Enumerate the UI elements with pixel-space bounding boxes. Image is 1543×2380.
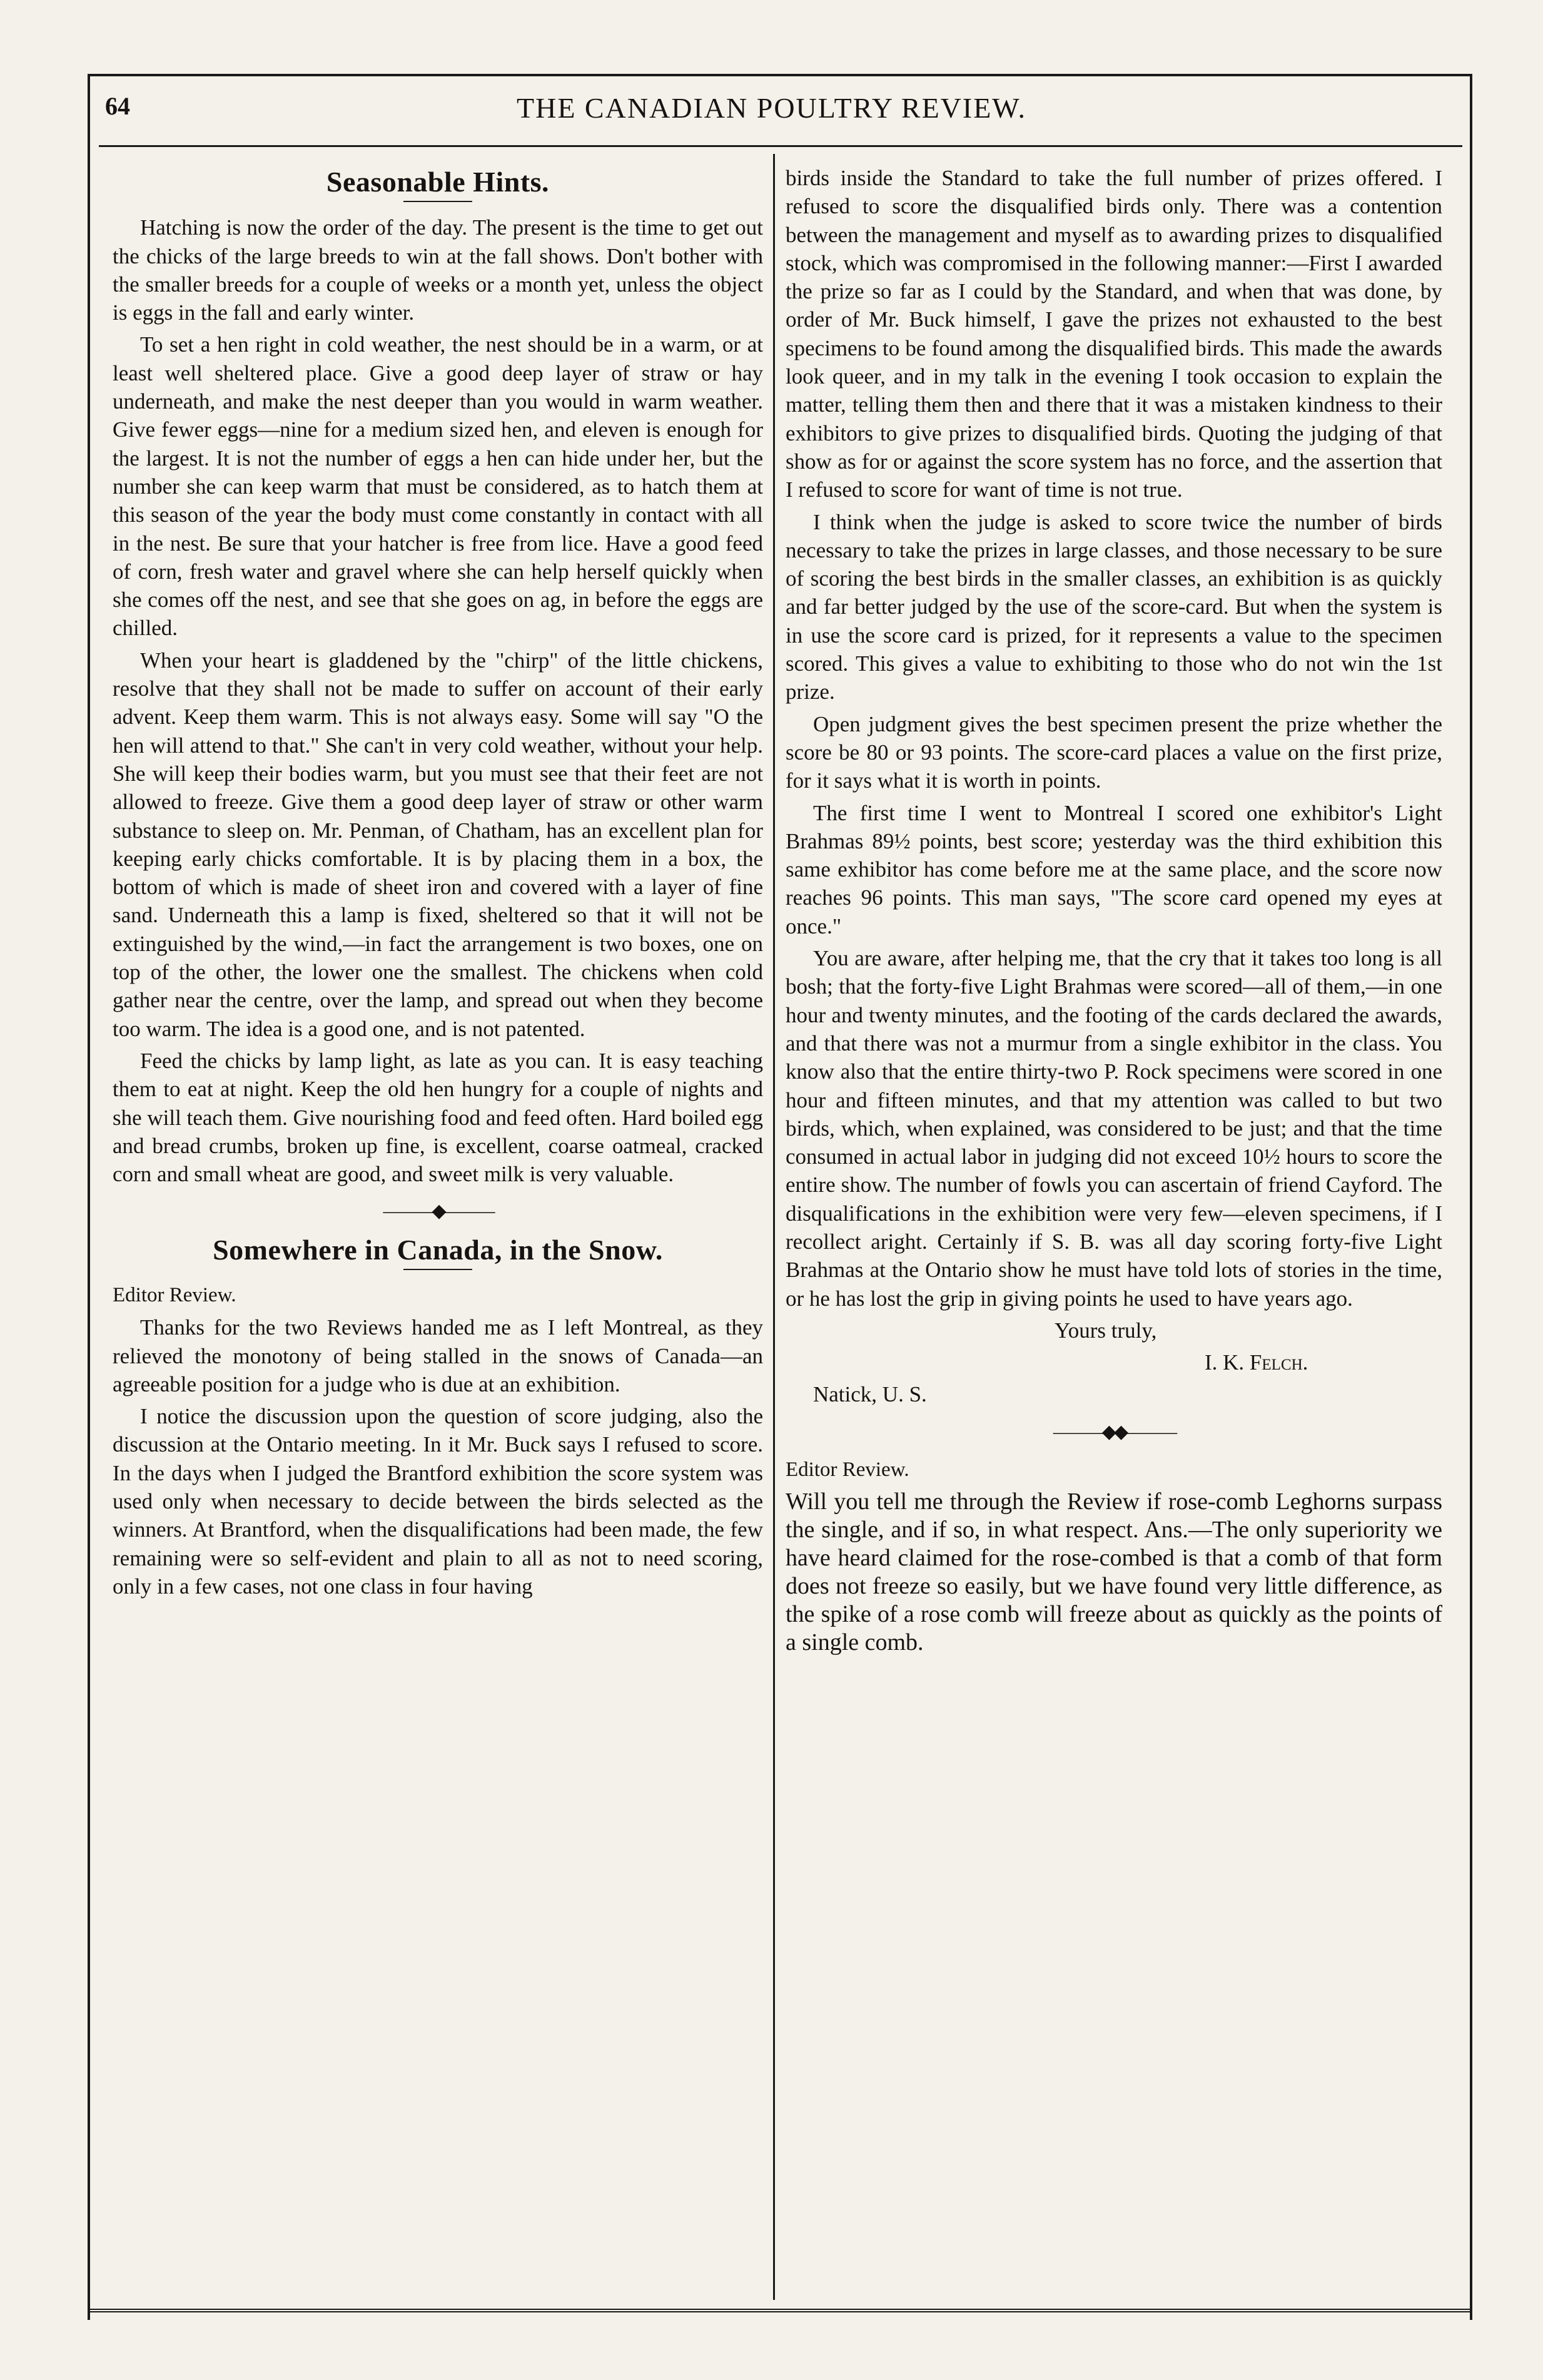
letter-paragraph: I think when the judge is asked to score twice the number of birds necessary to take the prizes in large classes, and those necessary to be sure of scoring the best birds in the smaller classes, an exhibition is as quickly and far better judged by the use of the score-card. But when the system is in use the score card is prized, for it represents a value to the specimen scored. This gives a value to exhibiting to those who do not win the 1st prize. xyxy=(786,509,1442,704)
query-text: Will you tell me through the Review if rose-comb Leghorns surpass the single, and if so, in what respect. Ans.—The only superiority we have heard claimed for the rose-combed is that a comb of that form does not freeze so easily, but we have found very little difference, as the spike of a rose comb will freeze about as quickly as the points of a single comb. xyxy=(786,1488,1442,1656)
article-title-somewhere-in-canada: Somewhere in Canada, in the Snow. xyxy=(213,1233,663,1266)
letter-paragraph-continued: birds inside the Standard to take the full number of prizes offered. I refused to score the disqualified birds only. There was a contention between the management and myself as to awarding prizes to disqualified stock, which was compromised in the following manner:—First I awarded the prize so far as I could by the Standard, and when that was done, by order of Mr. Buck himself, I gave the prizes not exhausted to the best specimens to be found among the disqualified birds. This made the awards look queer, and in my talk in the evening I took occasion to explain the matter, telling them then and there that it was a mistaken kindness to their exhibitors to give prizes to disqualified birds. Quoting the judging of that show as for or against the score system has no force, and the assertion that I refused to score for want of time is not true. xyxy=(786,166,1442,502)
letter-paragraph: You are aware, after helping me, that the cry that it takes too long is all bosh; that the forty-five Light Brahmas were scored—all of them,—in one hour and twenty minutes, and the footing of the cards declared the awards, and that there was not a murmur from a single exhibitor in the class. You know also that the entire thirty-two P. Rock specimens were scored in one hour and fifteen minutes, and that my attention was called to but two birds, which, when explained, was considered to be just; and that the time consumed in actual labor in judging did not exceed 10½ hours to score the entire show. The number of fowls you can ascertain of friend Cayford. The disqualifications in the exhibition were very few—eleven specimens, if I recollect aright. Certainly if S. B. was all day scoring forty-five Light Brahmas at the Ontario show he must have told lots of stories in the time, or he has lost the grip in giving points he used to have years ago. xyxy=(786,946,1442,1311)
article-title-seasonable-hints: Seasonable Hints. xyxy=(326,166,550,198)
article-paragraph: When your heart is gladdened by the "chirp" of the little chickens, resolve that they shall not be made to suffer on account of their early advent. Keep them warm. This is not always easy. Some will say "O the hen will attend to that." She can't in very cold weather, without your help. She will keep their bodies warm, but you must see that their feet are not allowed to freeze. Give them a good deep layer of straw or other warm substance to sleep on. Mr. Penman, of Chatham, has an excellent plan for keeping early chicks comfortable. It is by placing them in a box, the bottom of which is made of sheet iron and covered with a layer of fine sand. Underneath this a lamp is fixed, sheltered so that it will not be extinguished by the wind,—in fact the arrangement is two boxes, one on top of the other, the lower one the smallest. The chickens when cold gather near the centre, over the lamp, and spread out when they become too warm. The idea is a good one, and is not patented. xyxy=(113,648,763,1041)
page-border-right xyxy=(1470,74,1472,2320)
letter-paragraph: Thanks for the two Reviews handed me as I left Montreal, as they relieved the monotony of being stalled in the snows of Canada—an agreeable position for a judge who is due at an exhibition. xyxy=(113,1315,763,1396)
section-ornament: ―――◆――― xyxy=(383,1201,493,1222)
right-column xyxy=(786,164,1442,1657)
page-border-left xyxy=(88,74,90,2320)
letter-signature: I. K. Felch. xyxy=(1205,1350,1308,1375)
query-body xyxy=(786,1488,1442,1657)
letter-place: Natick, U. S. xyxy=(813,1382,927,1407)
page-border-bottom xyxy=(88,2309,1472,2312)
section-ornament: ―――◆◆――― xyxy=(1053,1421,1175,1442)
running-head: THE CANADIAN POULTRY REVIEW. xyxy=(517,92,1026,124)
letter-paragraph: I notice the discussion upon the question of score judging, also the discussion at the Ontario meeting. In it Mr. Buck says I refused to score. In the days when I judged the Brantford exhibition the score system was used only when necessary to decide between the birds selected as the winners. At Brantford, when the disqualifications had been made, the few remaining were so self-evident and plain to all as not to need scoring, only in a few cases, not one class in four having xyxy=(113,1404,763,1599)
article-paragraph: Hatching is now the order of the day. The present is the time to get out the chicks of the large breeds to win at the fall shows. Don't bother with the smaller breeds for a couple of weeks or a month yet, unless the object is eggs in the fall and early winter. xyxy=(113,215,763,325)
title-rule xyxy=(403,1269,472,1270)
column-divider xyxy=(773,154,775,2300)
letter-salutation: Editor Review. xyxy=(113,1283,236,1306)
title-rule xyxy=(403,201,472,202)
letter-paragraph: Open judgment gives the best specimen present the prize whether the score be 80 or 93 points. The score-card places a value on the first prize, for it says what it is worth in points. xyxy=(786,711,1442,793)
article-paragraph: Feed the chicks by lamp light, as late as you can. It is easy teaching them to eat at night. Keep the old hen hungry for a couple of nights and she will teach them. Give nourishing food and feed often. Hard boiled egg and bread crumbs, broken up fine, is excellent, coarse oatmeal, cracked corn and small wheat are good, and sweet milk is very valuable. xyxy=(113,1048,763,1187)
page-number: 64 xyxy=(105,92,130,120)
letter-closing: Yours truly, xyxy=(1055,1318,1157,1343)
letter-paragraph: The first time I went to Montreal I scored one exhibitor's Light Brahmas 89½ points, best score; yesterday was the third exhibition this same exhibitor has come before me at the same place, and the score now reaches 96 points. This man says, "The score card opened my eyes at once." xyxy=(786,800,1442,938)
page-border-top xyxy=(88,74,1470,76)
header-rule xyxy=(99,145,1462,147)
article-paragraph: To set a hen right in cold weather, the nest should be in a warm, or at least well sheltered place. Give a good deep layer of straw or hay underneath, and make the nest deeper than you would in warm weather. Give fewer eggs—nine for a medium sized hen, and eleven is enough for the largest. It is not the number of eggs a hen can hide under her, but the number she can keep warm that must be considered, as to hatch them at this season of the year the body must come constantly in contact with all in the nest. Be sure that your hatcher is free from lice. Have a good feed of corn, fresh water and gravel where she can help herself quickly when she comes off the nest, and see that she goes on ag, in before the eggs are chilled. xyxy=(113,332,763,641)
left-column xyxy=(113,164,763,1604)
query-salutation: Editor Review. xyxy=(786,1458,909,1482)
